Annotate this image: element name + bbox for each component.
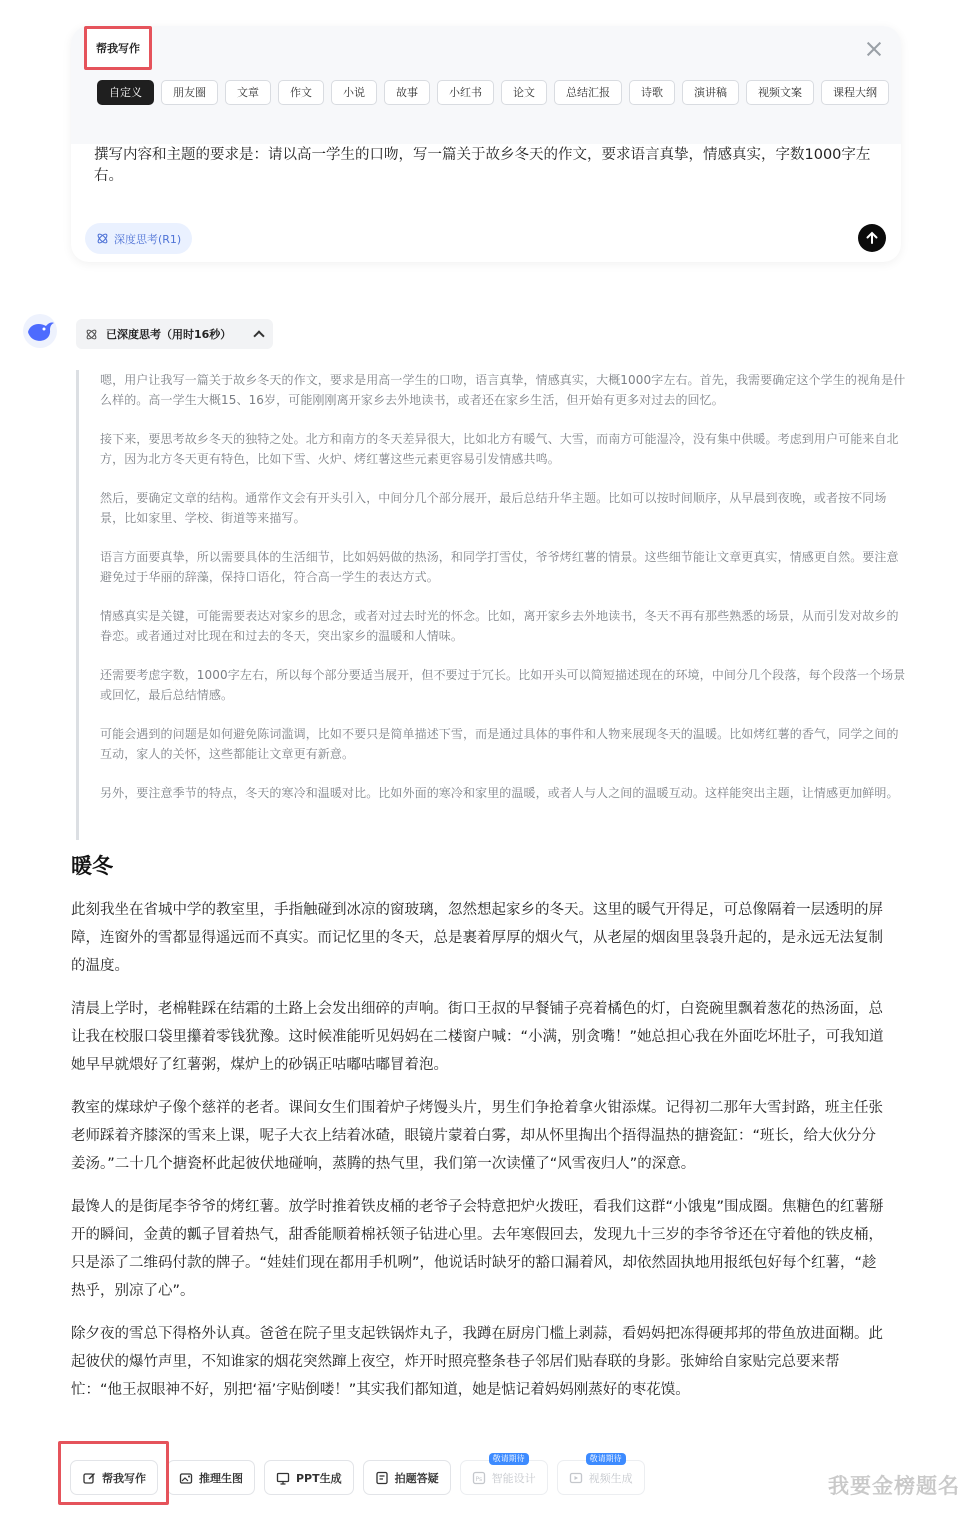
thinking-paragraph: 接下来，要思考故乡冬天的独特之处。北方和南方的冬天差异很大，比如北方有暖气、大雪，而南方可能湿冷，没有集中供暖。考虑到用户可能来自北方，因为北方冬天更有特色，比如下雪、火炉、烤红薯这些元素更容易引发情感共鸣。 [100, 432, 899, 466]
thinking-paragraph: 语言方面要真挚，所以需要具体的生活细节，比如妈妈做的热汤，和同学打雪仗，爷爷烤红薯的情景。这些细节能让文章更真实，情感更自然。要注意避免过于华丽的辞藻，保持口语化，符合高一学生的表达方式。 [100, 550, 899, 584]
think-status: 已深度思考（用时16秒） [106, 328, 232, 341]
thinking-content [76, 370, 906, 840]
tab-6[interactable]: 小红书 [437, 80, 494, 105]
tab-9[interactable]: 诗歌 [629, 80, 675, 105]
tab-10[interactable]: 演讲稿 [682, 80, 739, 105]
atom-icon [96, 232, 109, 245]
close-icon[interactable] [865, 40, 883, 58]
question-icon [375, 1471, 389, 1485]
atom-icon [85, 328, 98, 341]
deepseek-whale-avatar [22, 313, 58, 349]
toolbar-label: PPT生成 [296, 1471, 342, 1485]
highlight-box [58, 1441, 169, 1505]
toolbar-button-3[interactable] [363, 1460, 451, 1495]
writing-type-tabs [97, 80, 901, 105]
toolbar-button-4[interactable] [460, 1454, 548, 1495]
toolbar-button-2[interactable] [264, 1460, 354, 1495]
prompt-input[interactable]: 撰写内容和主题的要求是：请以高一学生的口吻，写一篇关于故乡冬天的作文，要求语言真挚，情感真实，字数1000字左右。 [94, 147, 871, 184]
tab-7[interactable]: 论文 [501, 80, 547, 105]
deep-think-toggle[interactable] [85, 223, 192, 254]
tab-3[interactable]: 作文 [278, 80, 324, 105]
thinking-paragraph: 可能会遇到的问题是如何避免陈词滥调，比如不要只是简单描述下雪，而是通过具体的事件和人物来展现冬天的温暖。比如烤红薯的香气，同学之间的互动，家人的关怀，这些都能让文章更有新意。 [100, 727, 899, 761]
essay-paragraph: 此刻我坐在省城中学的教室里，手指触碰到冰凉的窗玻璃，忽然想起家乡的冬天。这里的暖气开得足，可总像隔着一层透明的屏障，连窗外的雪都显得遥远而不真实。而记忆里的冬天，总是裹着厚厚的烟火气，从老屋的烟囱里袅袅升起的，是永远无法复制的温度。 [71, 902, 883, 974]
thinking-paragraph: 还需要考虑字数，1000字左右，所以每个部分要适当展开，但不要过于冗长。比如开头可以简短描述现在的环境，中间分几个段落，每个段落一个场景或回忆，最后总结情感。 [100, 668, 906, 702]
ps-icon [472, 1471, 486, 1485]
tab-11[interactable]: 视频文案 [746, 80, 814, 105]
essay-title: 暖冬 [71, 854, 113, 878]
toolbar-button-1[interactable] [167, 1460, 255, 1495]
watermark: 我要金榜题名 [828, 1474, 960, 1498]
essay-body [71, 896, 886, 1419]
tab-2[interactable]: 文章 [225, 80, 271, 105]
coming-soon-badge: 敬请期待 [489, 1453, 529, 1465]
tab-0[interactable]: 自定义 [97, 80, 154, 105]
image-gen-icon [179, 1471, 193, 1485]
essay-paragraph: 除夕夜的雪总下得格外认真。爸爸在院子里支起铁锅炸丸子，我蹲在厨房门槛上剥蒜，看妈妈把冻得硬邦邦的带鱼放进面糊。此起彼伏的爆竹声里，不知谁家的烟花突然蹿上夜空，炸开时照亮整条巷子邻居们贴春联的身影。张婶给自家贴完总要来帮忙：“他王叔眼神不好，别把‘福’字贴倒喽！”其实我们都知道，她是惦记着妈妈刚蒸好的枣花馍。 [71, 1326, 883, 1398]
deep-think-label: 深度思考(R1) [114, 232, 182, 246]
essay-paragraph: 最馋人的是街尾李爷爷的烤红薯。放学时推着铁皮桶的老爷子会特意把炉火拨旺，看我们这群“小饿鬼”围成圈。焦糖色的红薯掰开的瞬间，金黄的瓤子冒着热气，甜香能顺着棉袄领子钻进心里。去年寒假回去，发现九十三岁的李爷爷还在守着他的铁皮桶，只是添了二维码付款的牌子。“娃娃们现在都用手机咧”，他说话时缺牙的豁口漏着风，却依然固执地用报纸包好每个红薯，“趁热乎，别凉了心”。 [71, 1199, 884, 1299]
send-button[interactable] [858, 224, 886, 252]
toolbar-button-5[interactable] [557, 1454, 645, 1495]
thinking-paragraph: 然后，要确定文章的结构。通常作文会有开头引入，中间分几个部分展开，最后总结升华主题。比如可以按时间顺序，从早晨到夜晚，或者按不同场景，比如家里、学校、街道等来描写。 [100, 491, 887, 525]
writing-prompt-card [71, 26, 901, 262]
toolbar-label: 拍题答疑 [394, 1471, 439, 1485]
toolbar-label: 智能设计 [491, 1471, 536, 1485]
tab-12[interactable]: 课程大纲 [821, 80, 889, 105]
toolbar-label: 推理生图 [199, 1471, 243, 1485]
essay-paragraph: 教室的煤球炉子像个慈祥的老者。课间女生们围着炉子烤馒头片，男生们争抢着拿火钳添煤。记得初二那年大雪封路，班主任张老师踩着齐膝深的雪来上课，呢子大衣上结着冰碴，眼镜片蒙着白雾，却从怀里掏出个捂得温热的搪瓷缸：“班长，给大伙分分姜汤。”二十几个搪瓷杯此起彼伏地碰响，蒸腾的热气里，我们第一次读懂了“风雪夜归人”的深意。 [71, 1100, 883, 1172]
ppt-icon [276, 1471, 290, 1485]
tab-8[interactable]: 总结汇报 [554, 80, 622, 105]
tab-5[interactable]: 故事 [384, 80, 430, 105]
chevron-up-icon [253, 330, 264, 341]
svg-text:Ps: Ps [475, 1475, 482, 1483]
thinking-paragraph: 另外，要注意季节的特点，冬天的寒冷和温暖对比。比如外面的寒冷和家里的温暖，或者人与人之间的温暖互动。这样能突出主题，让情感更加鲜明。 [100, 786, 899, 800]
tab-4[interactable]: 小说 [331, 80, 377, 105]
video-icon [569, 1471, 583, 1485]
card-title: 帮我写作 [84, 26, 152, 70]
toolbar-label: 帮我写作 [102, 1471, 146, 1485]
arrow-up-icon [865, 231, 879, 245]
essay-paragraph: 清晨上学时，老棉鞋踩在结霜的土路上会发出细碎的声响。街口王叔的早餐铺子亮着橘色的灯，白瓷碗里飘着葱花的热汤面，总让我在校服口袋里攥着零钱犹豫。这时候准能听见妈妈在二楼窗户喊：“小满，别贪嘴！”她总担心我在外面吃坏肚子，可我知道她早早就煨好了红薯粥，煤炉上的砂锅正咕嘟咕嘟冒着泡。 [71, 1001, 884, 1073]
tab-1[interactable]: 朋友圈 [161, 80, 218, 105]
thinking-paragraph: 情感真实是关键，可能需要表达对家乡的思念，或者对过去时光的怀念。比如，离开家乡去外地读书，冬天不再有那些熟悉的场景，从而引发对故乡的眷恋。或者通过对比现在和过去的冬天，突出家乡的温暖和人情味。 [100, 609, 899, 643]
thinking-collapse-toggle[interactable] [76, 319, 273, 349]
toolbar-label: 视频生成 [588, 1471, 633, 1485]
coming-soon-badge: 敬请期待 [586, 1453, 626, 1465]
thinking-paragraph: 嗯，用户让我写一篇关于故乡冬天的作文，要求是用高一学生的口吻，语言真挚，情感真实，大概1000字左右。首先，我需要确定这个学生的视角是什么样的。高一学生大概15、16岁，可能刚刚离开家乡去外地读书，或者还在家乡生活，但开始有更多对过去的回忆。 [100, 373, 906, 407]
